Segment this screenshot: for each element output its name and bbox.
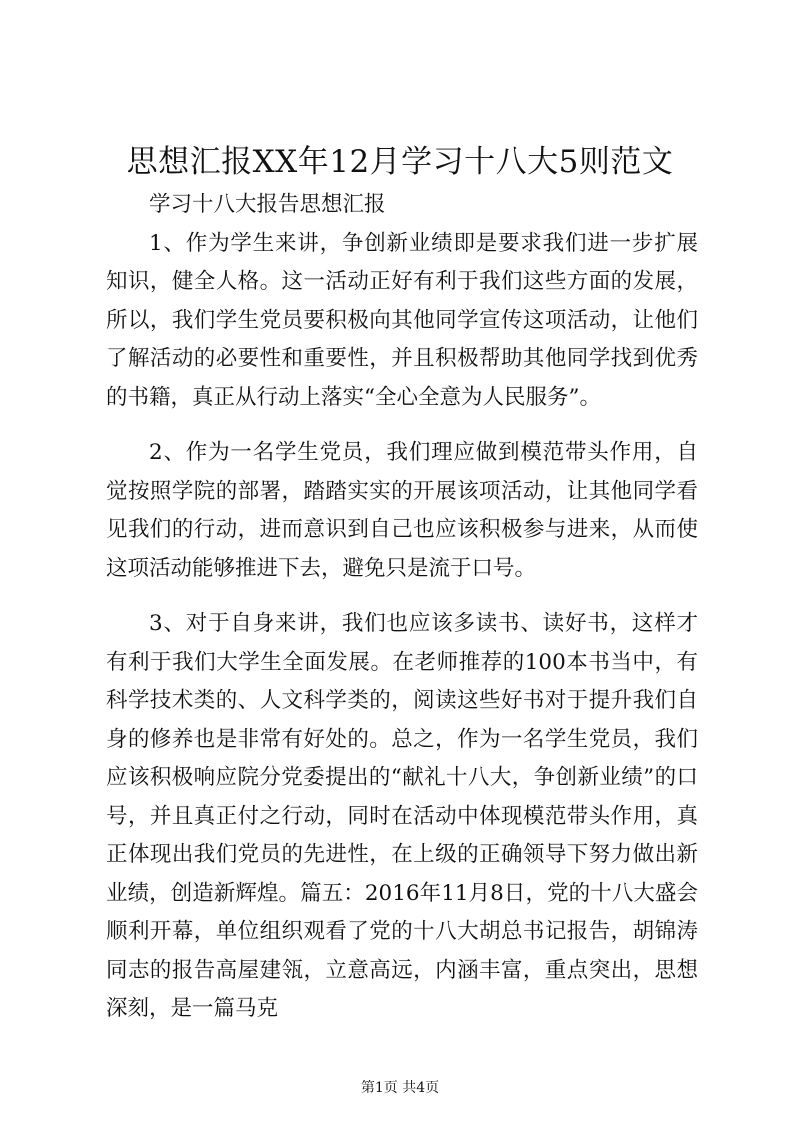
document-body [106, 186, 698, 1029]
paragraph-2: 2、作为一名学生党员，我们理应做到模范带头作用，自觉按照学院的部署，踏踏实实的开展该项活动，让其他同学看见我们的行动，进而意识到自己也应该积极参与进来，从而使这项活动能够推进下去，避免只是流于口号。 [106, 440, 698, 581]
paragraph-3: 3、对于自身来讲，我们也应该多读书、读好书，这样才有利于我们大学生全面发展。在老师推荐的100本书当中，有科学技术类的、人文科学类的，阅读这些好书对于提升我们自身的修养也是非常有好处的。总之，作为一名学生党员，我们应该积极响应院分党委提出的“献礼十八大，争创新业绩”的口号，并且真正付之行动，同时在活动中体现模范带头作用，真正体现出我们党员的先进性，在上级的正确领导下努力做出新业绩，创造新辉煌。篇五：2016年11月8日，党的十八大盛会顺利开幕，单位组织观看了党的十八大胡总书记报告，胡锦涛同志的报告高屋建瓴，立意高远，内涵丰富，重点突出，思想深刻，是一篇马克 [106, 611, 698, 1021]
page-footer: 第1页 共4页 [360, 1080, 440, 1096]
document-title: 思想汇报XX年12月学习十八大5则范文 [126, 144, 674, 180]
paragraph-1: 1、作为学生来讲，争创新业绩即是要求我们进一步扩展知识，健全人格。这一活动正好有利于我们这些方面的发展，所以，我们学生党员要积极向其他同学宣传这项活动，让他们了解活动的必要性和重要性，并且积极帮助其他同学找到优秀的书籍，真正从行动上落实“全心全意为人民服务”。 [106, 230, 698, 410]
section-heading: 学习十八大报告思想汇报 [149, 192, 386, 217]
